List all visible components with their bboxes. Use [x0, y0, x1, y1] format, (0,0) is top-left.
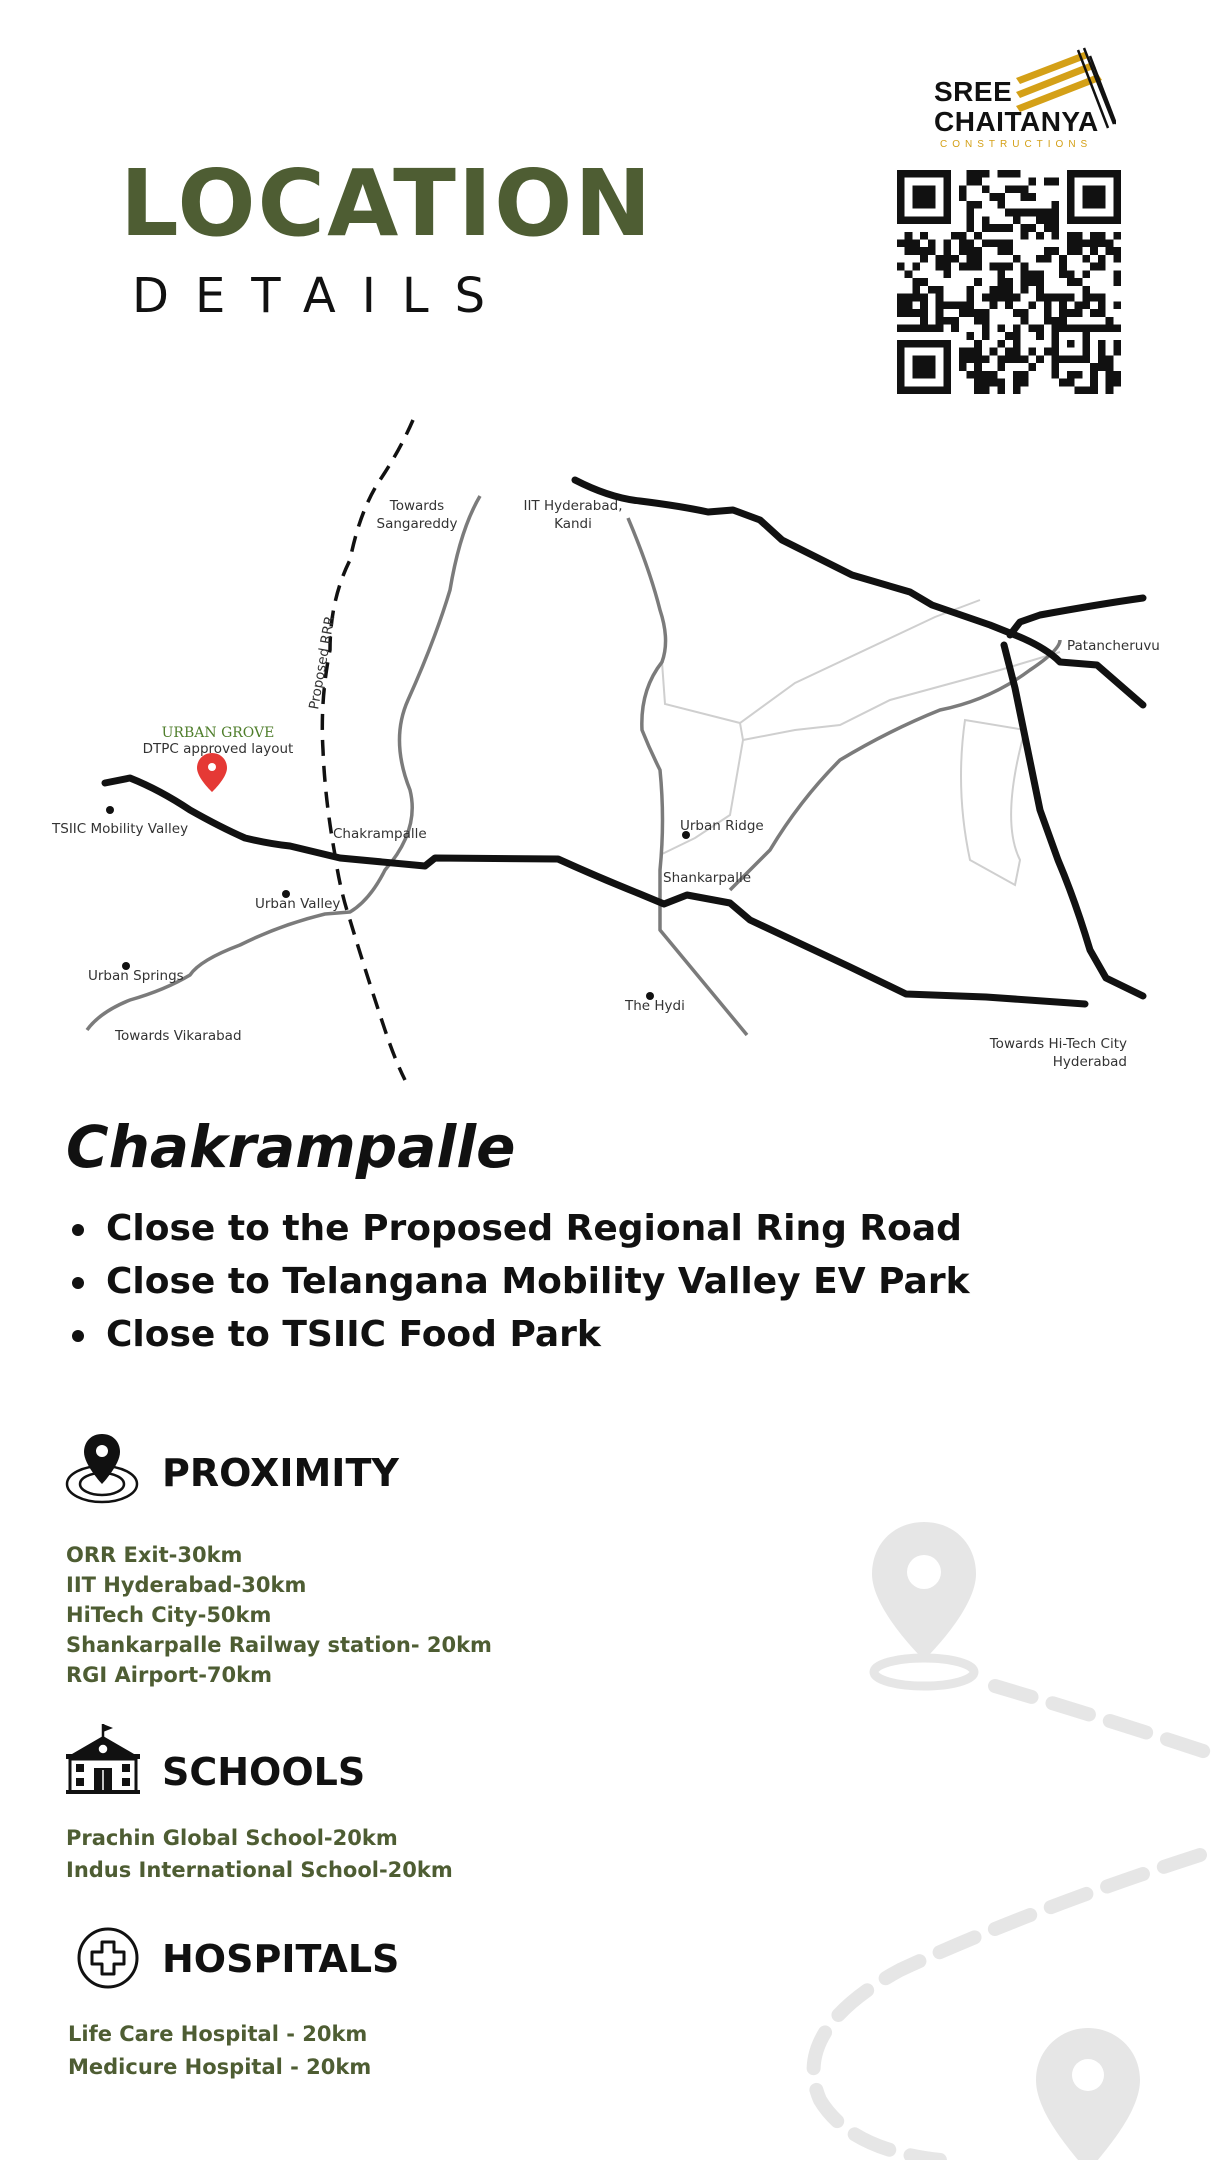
- qr-code[interactable]: [897, 170, 1121, 394]
- map-label-patancheruvu: Patancheruvu: [1067, 638, 1160, 654]
- map-label-proposed-road: Proposed RRR: [306, 614, 339, 711]
- map-label-shankarpalle: Shankarpalle: [663, 870, 752, 886]
- school-item: Indus International School-20km: [66, 1858, 453, 1882]
- logo-text-sree: SREE: [934, 76, 1013, 107]
- proximity-item: Shankarpalle Railway station- 20km: [66, 1633, 492, 1657]
- hospitals-list: [68, 2018, 371, 2084]
- page-subtitle: DETAILS: [132, 268, 512, 324]
- proximity-heading: PROXIMITY: [162, 1451, 399, 1495]
- map-pin-icon: [1036, 2028, 1140, 2160]
- logo-text-constructions: CONSTRUCTIONS: [940, 139, 1093, 150]
- logo-text-chaitanya: CHAITANYA: [934, 106, 1099, 137]
- map-label-urban-valley: Urban Valley: [255, 896, 341, 912]
- map-pin-icon: [872, 1522, 976, 1686]
- proximity-item: IIT Hyderabad-30km: [66, 1573, 307, 1597]
- hospitals-heading: HOSPITALS: [162, 1937, 400, 1981]
- map-label-tsiic: TSIIC Mobility Valley: [52, 821, 189, 837]
- proximity-item: ORR Exit-30km: [66, 1543, 243, 1567]
- map-label-towards-hitech-2: Hyderabad: [1052, 1054, 1127, 1070]
- map-label-urban-ridge: Urban Ridge: [680, 818, 764, 834]
- map-label-towards-sangareddy: Towards: [389, 498, 445, 514]
- proximity-item: RGI Airport-70km: [66, 1663, 272, 1687]
- hospital-item: Life Care Hospital - 20km: [68, 2022, 368, 2046]
- location-map: [40, 400, 1190, 1090]
- highlight-item: Close to TSIIC Food Park: [72, 1308, 970, 1361]
- map-label-the-hydi: The Hydi: [625, 998, 685, 1014]
- map-label-project-note: DTPC approved layout: [142, 741, 294, 757]
- hospital-cross-icon: [76, 1926, 140, 1990]
- page-title: LOCATION: [120, 150, 654, 257]
- highlight-item: Close to Telangana Mobility Valley EV Park: [72, 1255, 970, 1308]
- map-label-iit: IIT Hyderabad,: [523, 498, 623, 514]
- location-name: Chakrampalle: [66, 1113, 516, 1181]
- map-label-towards-sangareddy-2: Sangareddy: [376, 516, 458, 532]
- proximity-item: HiTech City-50km: [66, 1603, 272, 1627]
- location-highlights: [72, 1202, 970, 1361]
- background-route-decoration: [780, 1500, 1215, 2160]
- schools-heading: SCHOOLS: [162, 1750, 366, 1794]
- project-location-pin-icon: [197, 753, 227, 792]
- map-label-towards-hitech: Towards Hi-Tech City: [989, 1036, 1127, 1052]
- highlight-item: Close to the Proposed Regional Ring Road: [72, 1202, 970, 1255]
- location-target-icon: [64, 1432, 140, 1508]
- school-item: Prachin Global School-20km: [66, 1826, 398, 1850]
- school-building-icon: [66, 1722, 140, 1794]
- hospital-item: Medicure Hospital - 20km: [68, 2055, 372, 2079]
- map-label-towards-vikarabad: Towards Vikarabad: [115, 1028, 242, 1044]
- brand-logo: [934, 44, 1114, 156]
- map-label-iit-2: Kandi: [554, 516, 592, 532]
- map-label-chakrampalle: Chakrampalle: [333, 826, 427, 842]
- map-label-urban-springs: Urban Springs: [88, 968, 184, 984]
- proximity-list: [66, 1540, 492, 1690]
- map-label-project-name: URBAN GROVE: [161, 725, 275, 741]
- schools-list: [66, 1822, 453, 1886]
